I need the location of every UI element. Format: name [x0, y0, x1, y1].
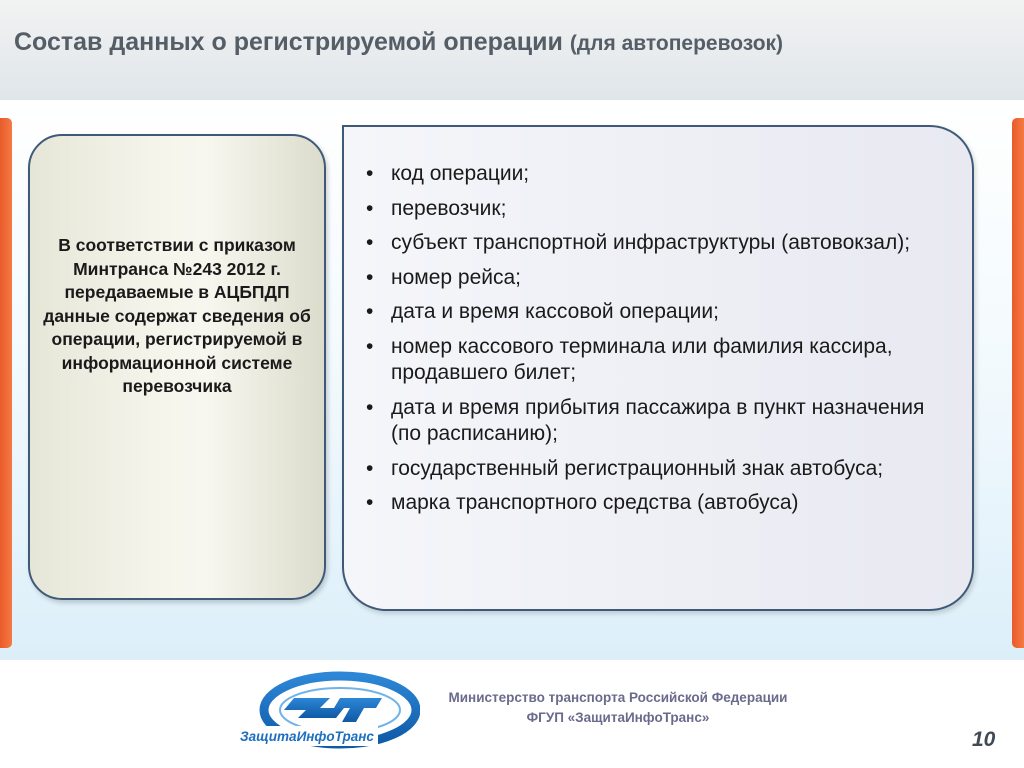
left-accent-bar	[0, 118, 12, 648]
bullet-icon: •	[366, 395, 374, 419]
data-item	[364, 230, 954, 257]
title-main: Состав данных о регистрируемой операции	[14, 28, 563, 56]
left-info-panel	[28, 134, 326, 600]
title-paren: (для автоперевозок)	[569, 32, 784, 55]
data-item	[364, 395, 954, 448]
zashchitainfotrans-logo	[236, 668, 420, 754]
bullet-icon: •	[366, 196, 374, 220]
data-item	[364, 196, 954, 223]
data-item	[364, 161, 954, 188]
bullet-icon: •	[366, 231, 374, 254]
data-item-text: дата и время кассовой операции;	[391, 300, 719, 323]
bullet-icon: •	[366, 162, 374, 185]
data-items-list	[364, 161, 954, 525]
footer-organization	[428, 688, 808, 728]
logo-text: ЗащитаИнфоТранс	[240, 729, 374, 744]
data-item	[364, 456, 954, 483]
data-item-text: государственный регистрационный знак автобуса;	[391, 456, 884, 480]
data-item-text: номер кассового терминала или фамилия кассира, продавшего билет;	[391, 334, 893, 384]
page-number: 10	[972, 728, 996, 751]
left-panel-text: В соответствии с приказом Минтранса №243 2012 г. передаваемые в АЦБПДП данные содержат сведения об операции, регистрируемой в информационной системе перевозчика	[43, 235, 311, 396]
data-item-text: субъект транспортной инфраструктуры (автовокзал);	[391, 231, 911, 254]
data-item	[364, 299, 954, 326]
data-item-text: код операции;	[391, 162, 530, 185]
right-accent-bar	[1012, 118, 1024, 648]
slide-title	[14, 28, 783, 57]
footer-ministry: Министерство транспорта Российской Федерации	[448, 690, 788, 705]
data-item-text: марка транспортного средства (автобуса)	[391, 491, 799, 514]
data-item-text: номер рейса;	[391, 265, 522, 289]
data-item-text: перевозчик;	[391, 196, 507, 220]
bullet-icon: •	[366, 456, 374, 480]
data-items-panel	[342, 125, 974, 611]
data-item	[364, 265, 954, 292]
logo-graphic	[236, 668, 420, 754]
bullet-icon: •	[366, 300, 374, 323]
data-item-text: дата и время прибытия пассажира в пункт назначения (по расписанию);	[391, 395, 925, 445]
bullet-icon: •	[366, 491, 374, 514]
bullet-icon: •	[366, 334, 374, 358]
data-item	[364, 334, 954, 387]
data-item	[364, 490, 954, 517]
bullet-icon: •	[366, 265, 374, 289]
footer-fgup: ФГУП «ЗащитаИнфоТранс»	[526, 710, 710, 725]
